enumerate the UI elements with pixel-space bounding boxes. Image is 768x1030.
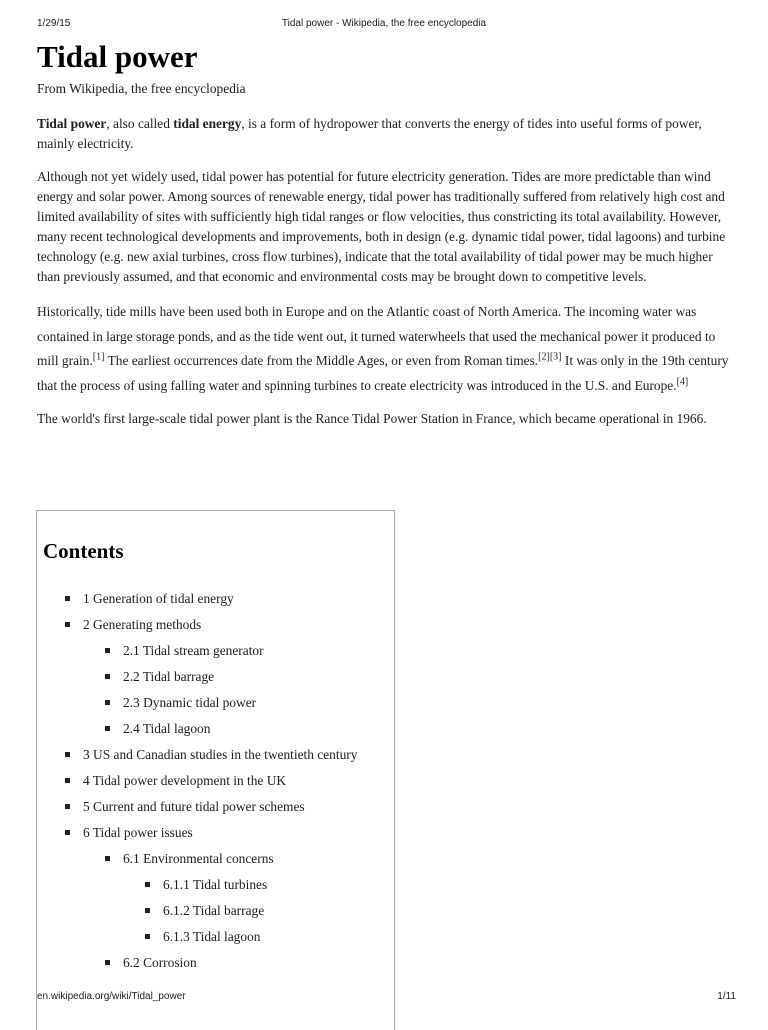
toc-item-label[interactable]: 4 Tidal power development in the UK (83, 773, 287, 788)
bullet-icon (65, 596, 70, 601)
toc-item-label[interactable]: 6.1.3 Tidal lagoon (163, 929, 261, 944)
toc-item-label[interactable]: 6.2 Corrosion (123, 955, 197, 970)
print-page-title: Tidal power - Wikipedia, the free encyclopedia (281, 18, 487, 29)
toc-item[interactable] (37, 641, 396, 667)
toc-item-label[interactable]: 2.3 Dynamic tidal power (123, 695, 257, 710)
intro-paragraph (37, 114, 735, 154)
toc-item-label[interactable]: 6 Tidal power issues (83, 825, 193, 840)
history-text-1: Historically, tide mills have been used both in Europe and on the Atlantic coast of North America. The incoming water was contained in large storage ponds, and as the tide went out, it turned waterwheels that used the mechanical power it produced to mill grain. (37, 304, 716, 368)
toc-item-label[interactable]: 6.1.1 Tidal turbines (163, 877, 268, 892)
print-page-number: 1/11 (717, 991, 736, 1002)
toc-item[interactable] (37, 745, 396, 771)
print-url: en.wikipedia.org/wiki/Tidal_power (37, 991, 186, 1002)
toc-item[interactable] (37, 927, 396, 953)
bullet-icon (105, 674, 110, 679)
bullet-icon (145, 908, 150, 913)
toc-item-label[interactable]: 6.1.2 Tidal barrage (163, 903, 265, 918)
intro-bold-alias: tidal energy (173, 116, 242, 131)
bullet-icon (105, 726, 110, 731)
print-date: 1/29/15 (37, 18, 71, 29)
bullet-icon (145, 934, 150, 939)
toc-item-label[interactable]: 2.1 Tidal stream generator (123, 643, 264, 658)
bullet-icon (65, 778, 70, 783)
bullet-icon (145, 882, 150, 887)
page-subtitle: From Wikipedia, the free encyclopedia (37, 81, 246, 96)
toc-item[interactable] (37, 615, 396, 641)
toc-list (37, 589, 396, 979)
toc-item[interactable] (37, 797, 396, 823)
print-footer (0, 991, 768, 1005)
toc-item[interactable] (37, 901, 396, 927)
bullet-icon (65, 830, 70, 835)
bullet-icon (105, 960, 110, 965)
bullet-icon (65, 622, 70, 627)
toc-item[interactable] (37, 771, 396, 797)
citation-4[interactable]: [4] (676, 376, 689, 388)
intro-text-1: , also called (106, 116, 174, 131)
bullet-icon (65, 804, 70, 809)
toc-item-label[interactable]: 2.4 Tidal lagoon (123, 721, 211, 736)
toc-title: Contents (43, 539, 124, 563)
intro-text-2: , is a form of hydropower that converts the energy of tides into useful forms of power, mainly electricity. (37, 116, 702, 151)
paragraph-rance: The world's first large-scale tidal power plant is the Rance Tidal Power Station in France, which became operational in 1966. (37, 411, 707, 426)
toc-item-label[interactable]: 6.1 Environmental concerns (123, 851, 274, 866)
citation-2[interactable]: [2] (538, 351, 550, 363)
toc-item-label[interactable]: 2 Generating methods (83, 617, 202, 632)
print-header (0, 18, 768, 32)
toc-item[interactable] (37, 719, 396, 745)
toc-item[interactable] (37, 823, 396, 849)
toc-item-label[interactable]: 3 US and Canadian studies in the twentieth century (83, 747, 358, 762)
paragraph-history (37, 300, 735, 398)
article-content (37, 36, 735, 429)
toc-item[interactable] (37, 693, 396, 719)
history-text-2: The earliest occurrences date from the Middle Ages, or even from Roman times. (104, 353, 539, 368)
toc-item-label[interactable]: 1 Generation of tidal energy (83, 591, 234, 606)
toc-item[interactable] (37, 667, 396, 693)
bullet-icon (105, 700, 110, 705)
citation-3[interactable]: [3] (549, 351, 562, 363)
bullet-icon (65, 752, 70, 757)
toc-item-label[interactable]: 5 Current and future tidal power schemes (83, 799, 305, 814)
paragraph-overview: Although not yet widely used, tidal power has potential for future electricity generation. Tides are more predictable than wind energy and solar power. Among sources of renewable energy, tidal power has traditionally suffered from relatively high cost and limited availability of sites with sufficiently high tidal ranges or flow velocities, thus constricting its total availability. However, many recent technological developments and improvements, both in design (e.g. dynamic tidal power, tidal lagoons) and turbine technology (e.g. new axial turbines, cross flow turbines), indicate that the total availability of tidal power may be much higher than previously assumed, and that economic and environmental costs may be brought down to competitive levels. (37, 169, 726, 284)
table-of-contents (36, 510, 395, 1030)
page-title: Tidal power (37, 39, 198, 74)
toc-item[interactable] (37, 875, 396, 901)
citation-1[interactable]: [1] (92, 351, 105, 363)
bullet-icon (105, 648, 110, 653)
history-text-3: It was only in the 19th century that the process of using falling water and spinning turbines to create electricity was introduced in the U.S. and Europe. (37, 353, 729, 393)
bullet-icon (105, 856, 110, 861)
intro-bold-term: Tidal power (37, 116, 107, 131)
toc-item[interactable] (37, 953, 396, 979)
toc-item[interactable] (37, 589, 396, 615)
toc-item-label[interactable]: 2.2 Tidal barrage (123, 669, 215, 684)
toc-item[interactable] (37, 849, 396, 875)
